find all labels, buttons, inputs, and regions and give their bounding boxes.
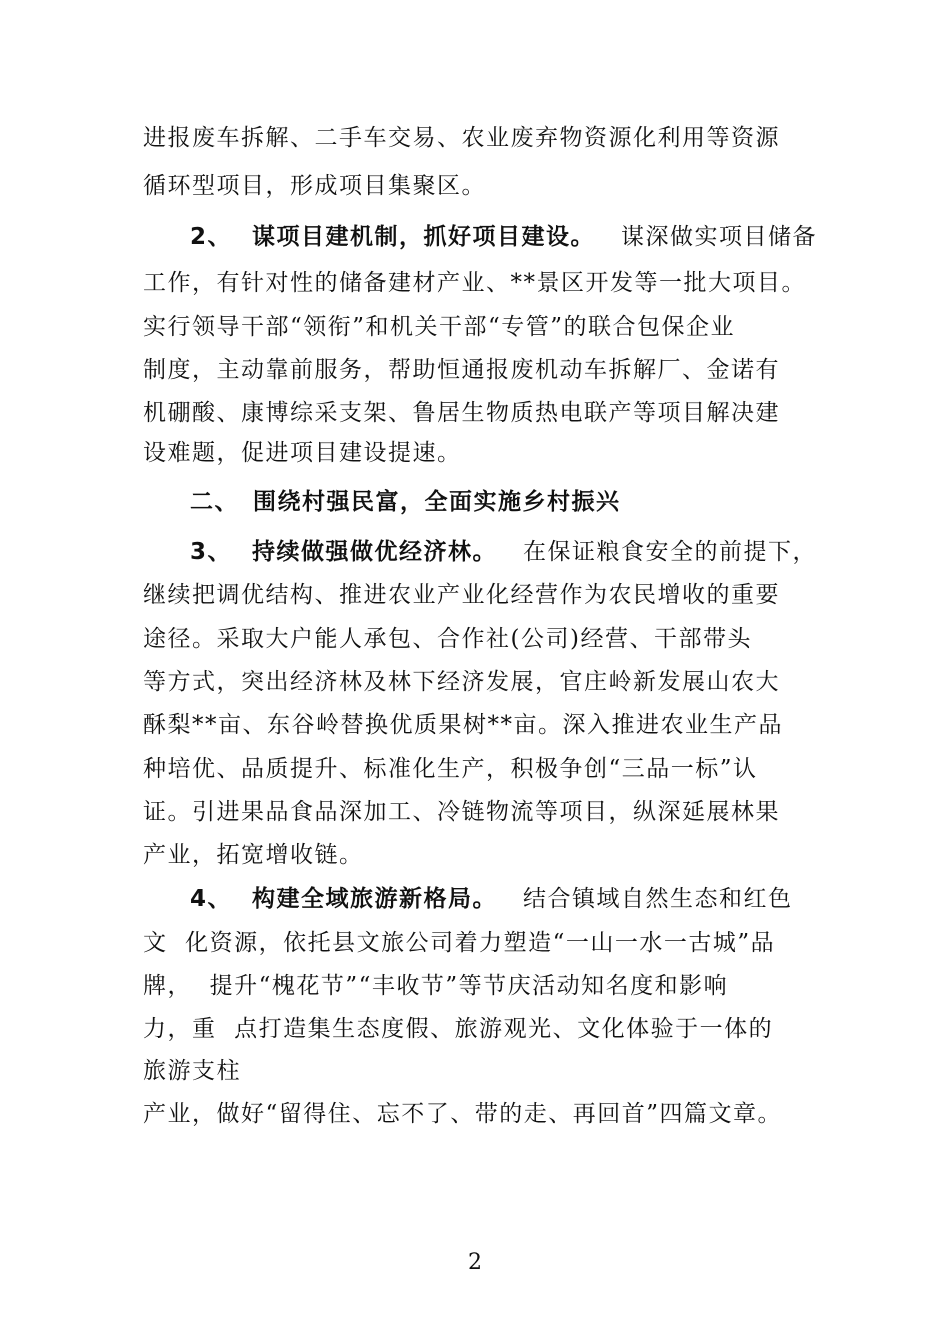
body-text-line: 继续把调优结构、推进农业产业化经营作为农民增收的重要	[143, 582, 780, 608]
body-text-line: 制度，主动靠前服务，帮助恒通报废机动车拆解厂、金诺有	[143, 357, 780, 383]
chapter-title: 围绕村强民富，全面实施乡村振兴	[253, 489, 621, 515]
section-2-paragraph-start	[190, 222, 817, 252]
section-2-text: 谋深做实项目储备	[621, 224, 818, 250]
body-text-line: 产业，做好“留得住、忘不了、带的走、再回首”四篇文章。	[143, 1101, 783, 1127]
body-text-line: 实行领导干部“领衔”和机关干部“专管”的联合包保企业	[143, 314, 736, 340]
section-2-heading: 谋项目建机制，抓好项目建设。	[252, 224, 596, 250]
body-text-line: 等方式，突出经济林及林下经济发展，官庄岭新发展山农大	[143, 669, 780, 695]
body-text-line: 文 化资源，依托县文旅公司着力塑造“一山一水一古城”品	[143, 930, 776, 956]
section-4-number: 4、	[190, 886, 233, 912]
body-text-line: 循环型项目，形成项目集聚区。	[143, 173, 486, 199]
section-2-number: 2、	[190, 224, 233, 250]
section-4-paragraph-start	[190, 884, 793, 914]
body-text-line: 产业，拓宽增收链。	[143, 842, 364, 868]
chapter-heading	[190, 487, 621, 517]
body-text-line: 证。引进果品食品深加工、冷链物流等项目，纵深延展林果	[143, 799, 780, 825]
chapter-number: 二、	[190, 489, 239, 515]
section-4-heading: 构建全域旅游新格局。	[252, 886, 498, 912]
section-3-heading: 持续做强做优经济林。	[252, 539, 498, 565]
body-text-line: 工作，有针对性的储备建材产业、**景区开发等一批大项目。	[143, 270, 806, 296]
section-4-text: 结合镇域自然生态和红色	[523, 886, 793, 912]
body-text-line: 酥梨**亩、东谷岭替换优质果树**亩。深入推进农业生产品	[143, 712, 783, 738]
body-text-line: 种培优、品质提升、标准化生产，积极争创“三品一标”认	[143, 756, 758, 782]
body-text-line: 牌， 提升“槐花节”“丰收节”等节庆活动知名度和影响	[143, 973, 729, 999]
section-3-text: 在保证粮食安全的前提下，	[523, 539, 818, 565]
page-number: 2	[468, 1250, 482, 1275]
body-text-line: 设难题，促进项目建设提速。	[143, 440, 462, 466]
body-text-line: 旅游支柱	[143, 1058, 241, 1084]
body-text-line: 途径。采取大户能人承包、合作社(公司)经营、干部带头	[143, 626, 752, 652]
section-3-number: 3、	[190, 539, 233, 565]
body-text-line: 机硼酸、康博综采支架、鲁居生物质热电联产等项目解决建	[143, 400, 780, 426]
body-text-line: 力，重 点打造集生态度假、旅游观光、文化体验于一体的	[143, 1016, 774, 1042]
body-text-line: 进报废车拆解、二手车交易、农业废弃物资源化利用等资源	[143, 125, 780, 151]
section-3-paragraph-start	[190, 537, 817, 567]
